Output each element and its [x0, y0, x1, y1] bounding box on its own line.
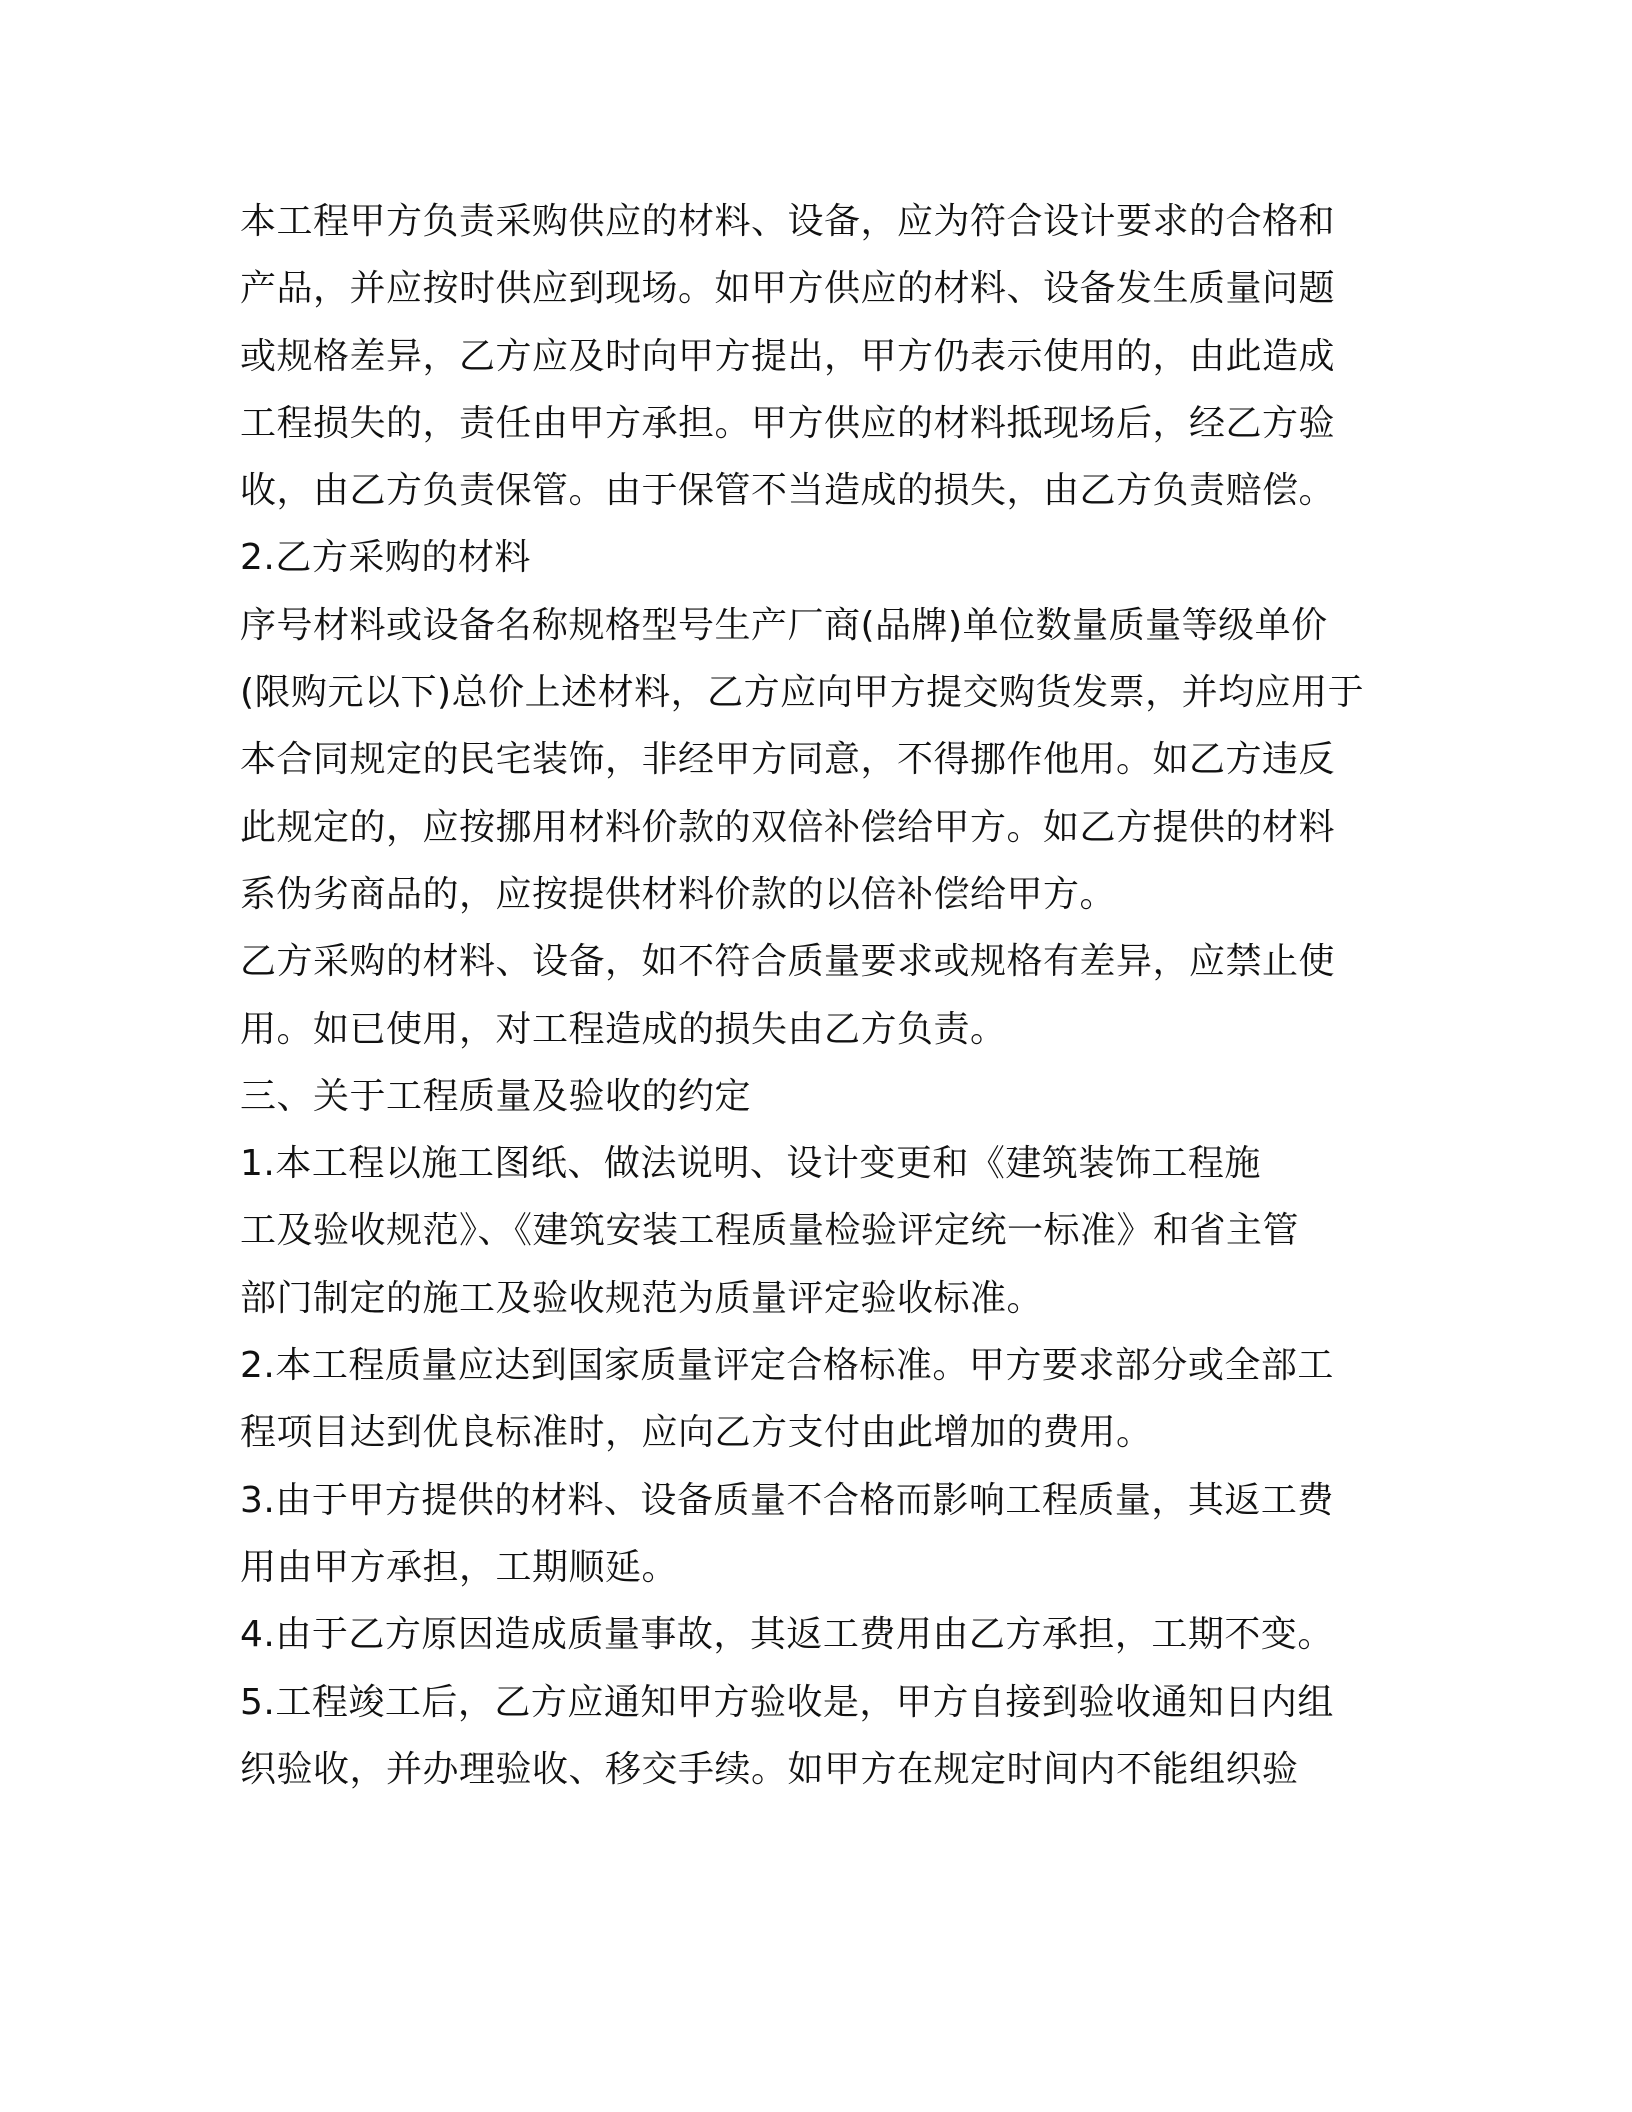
- text-line: 1.本工程以施工图纸、做法说明、设计变更和《建筑装饰工程施: [240, 1143, 1261, 1185]
- text-line: 收，由乙方负责保管。由于保管不当造成的损失，由乙方负责赔偿。: [240, 470, 1336, 512]
- text-line: 2.乙方采购的材料: [240, 537, 531, 579]
- text-line: 或规格差异，乙方应及时向甲方提出，甲方仍表示使用的，由此造成: [240, 335, 1336, 377]
- text-line: 系伪劣商品的，应按提供材料价款的以倍补偿给甲方。: [240, 873, 1117, 915]
- text-line: 3.由于甲方提供的材料、设备质量不合格而影响工程质量，其返工费: [240, 1479, 1334, 1521]
- text-line: 产品，并应按时供应到现场。如甲方供应的材料、设备发生质量问题: [240, 268, 1336, 310]
- text-line: 序号材料或设备名称规格型号生产厂商(品牌)单位数量质量等级单价: [240, 604, 1328, 646]
- text-line: 本合同规定的民宅装饰，非经甲方同意，不得挪作他用。如乙方违反: [240, 739, 1336, 781]
- text-line: 三、关于工程质量及验收的约定: [240, 1075, 752, 1117]
- text-line: 程项目达到优良标准时，应向乙方支付由此增加的费用。: [240, 1412, 1153, 1454]
- text-line: 织验收，并办理验收、移交手续。如甲方在规定时间内不能组织验: [240, 1748, 1299, 1790]
- text-line: 4.由于乙方原因造成质量事故，其返工费用由乙方承担，工期不变。: [240, 1614, 1334, 1656]
- text-line: 乙方采购的材料、设备，如不符合质量要求或规格有差异，应禁止使: [240, 941, 1336, 983]
- text-line: 本工程甲方负责采购供应的材料、设备，应为符合设计要求的合格和: [240, 201, 1336, 242]
- text-line: 工程损失的，责任由甲方承担。甲方供应的材料抵现场后，经乙方验: [240, 402, 1336, 444]
- text-line: 用由甲方承担，工期顺延。: [240, 1546, 679, 1588]
- text-line: 用。如已使用，对工程造成的损失由乙方负责。: [240, 1008, 1007, 1050]
- document-body: [240, 188, 1440, 1803]
- text-line: 5.工程竣工后，乙方应通知甲方验收是，甲方自接到验收通知日内组: [240, 1681, 1334, 1723]
- text-line: 此规定的，应按挪用材料价款的双倍补偿给甲方。如乙方提供的材料: [240, 806, 1336, 848]
- text-line: 工及验收规范》、《建筑安装工程质量检验评定统一标准》和省主管: [240, 1210, 1300, 1252]
- text-line: 2.本工程质量应达到国家质量评定合格标准。甲方要求部分或全部工: [240, 1345, 1334, 1387]
- text-line: 部门制定的施工及验收规范为质量评定验收标准。: [240, 1277, 1044, 1319]
- text-line: (限购元以下)总价上述材料，乙方应向甲方提交购货发票，并均应用于: [240, 672, 1365, 714]
